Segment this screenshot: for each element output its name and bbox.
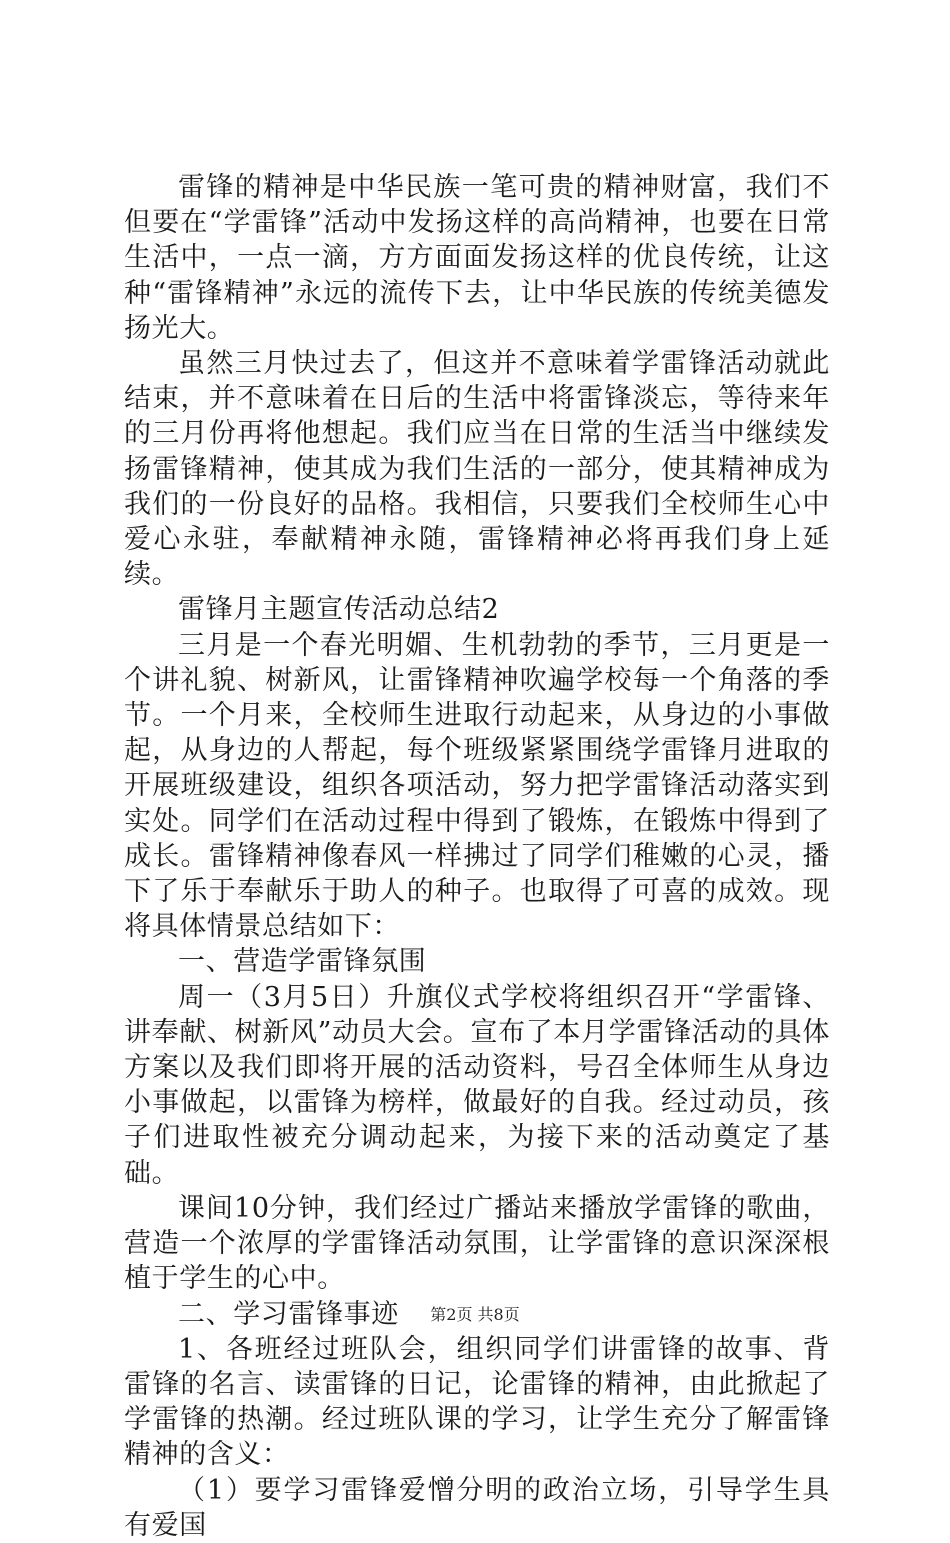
paragraph-class-meetings: 1、各班经过班队会，组织同学们讲雷锋的故事、背雷锋的名言、读雷锋的日记，论雷锋的精神，由此掀起了学雷锋的热潮。经过班队课的学习，让学生充分了解雷锋精神的含义： xyxy=(124,1333,830,1471)
section-title-summary-2: 雷锋月主题宣传活动总结2 xyxy=(178,594,500,626)
heading-create-atmosphere: 一、营造学雷锋氛围 xyxy=(178,946,427,978)
paragraph-break-broadcast: 课间10分钟，我们经过广播站来播放学雷锋的歌曲，营造一个浓厚的学雷锋活动氛围，让学雷锋的意识深深根植于学生的心中。 xyxy=(124,1192,830,1295)
paragraph-political-stance: （1）要学习雷锋爱憎分明的政治立场，引导学生具有爱国 xyxy=(124,1474,830,1541)
heading-study-deeds: 二、学习雷锋事迹 xyxy=(178,1298,399,1330)
paragraph-monday-ceremony: 周一（3月5日）升旗仪式学校将组织召开“学雷锋、讲奉献、树新风”动员大会。宣布了本月学雷锋活动的具体方案以及我们即将开展的活动资料，号召全体师生从身边小事做起，以雷锋为榜样，做最好的自我。经过动员，孩子们进取性被充分调动起来，为接下来的活动奠定了基础。 xyxy=(124,981,830,1189)
page-footer: 第2页 共8页 xyxy=(430,1305,520,1324)
paragraph-lei-feng-spirit: 雷锋的精神是中华民族一笔可贵的精神财富，我们不但要在“学雷锋”活动中发扬这样的高尚精神，也要在日常生活中，一点一滴，方方面面发扬这样的优良传统，让这种“雷锋精神”永远的流传下去，让中华民族的传统美德发扬光大。 xyxy=(124,172,830,344)
paragraph-march-season: 三月是一个春光明媚、生机勃勃的季节，三月更是一个讲礼貌、树新风，让雷锋精神吹遍学校每一个角落的季节。一个月来，全校师生进取行动起来，从身边的小事做起，从身边的人帮起，每个班级紧紧围绕学雷锋月进取的开展班级建设，组织各项活动，努力把学雷锋活动落实到实处。同学们在活动过程中得到了锻炼，在锻炼中得到了成长。雷锋精神像春风一样拂过了同学们稚嫩的心灵，播下了乐于奉献乐于助人的种子。也取得了可喜的成效。现将具体情景总结如下： xyxy=(124,629,830,943)
paragraph-march-continuation: 虽然三月快过去了，但这并不意味着学雷锋活动就此结束，并不意味着在日后的生活中将雷锋淡忘，等待来年的三月份再将他想起。我们应当在日常的生活当中继续发扬雷锋精神，使其成为我们生活的一部分，使其精神成为我们的一份良好的品格。我相信，只要我们全校师生心中爱心永驻，奉献精神永随，雷锋精神必将再我们身上延续。 xyxy=(124,348,830,591)
document-body xyxy=(124,170,830,1543)
